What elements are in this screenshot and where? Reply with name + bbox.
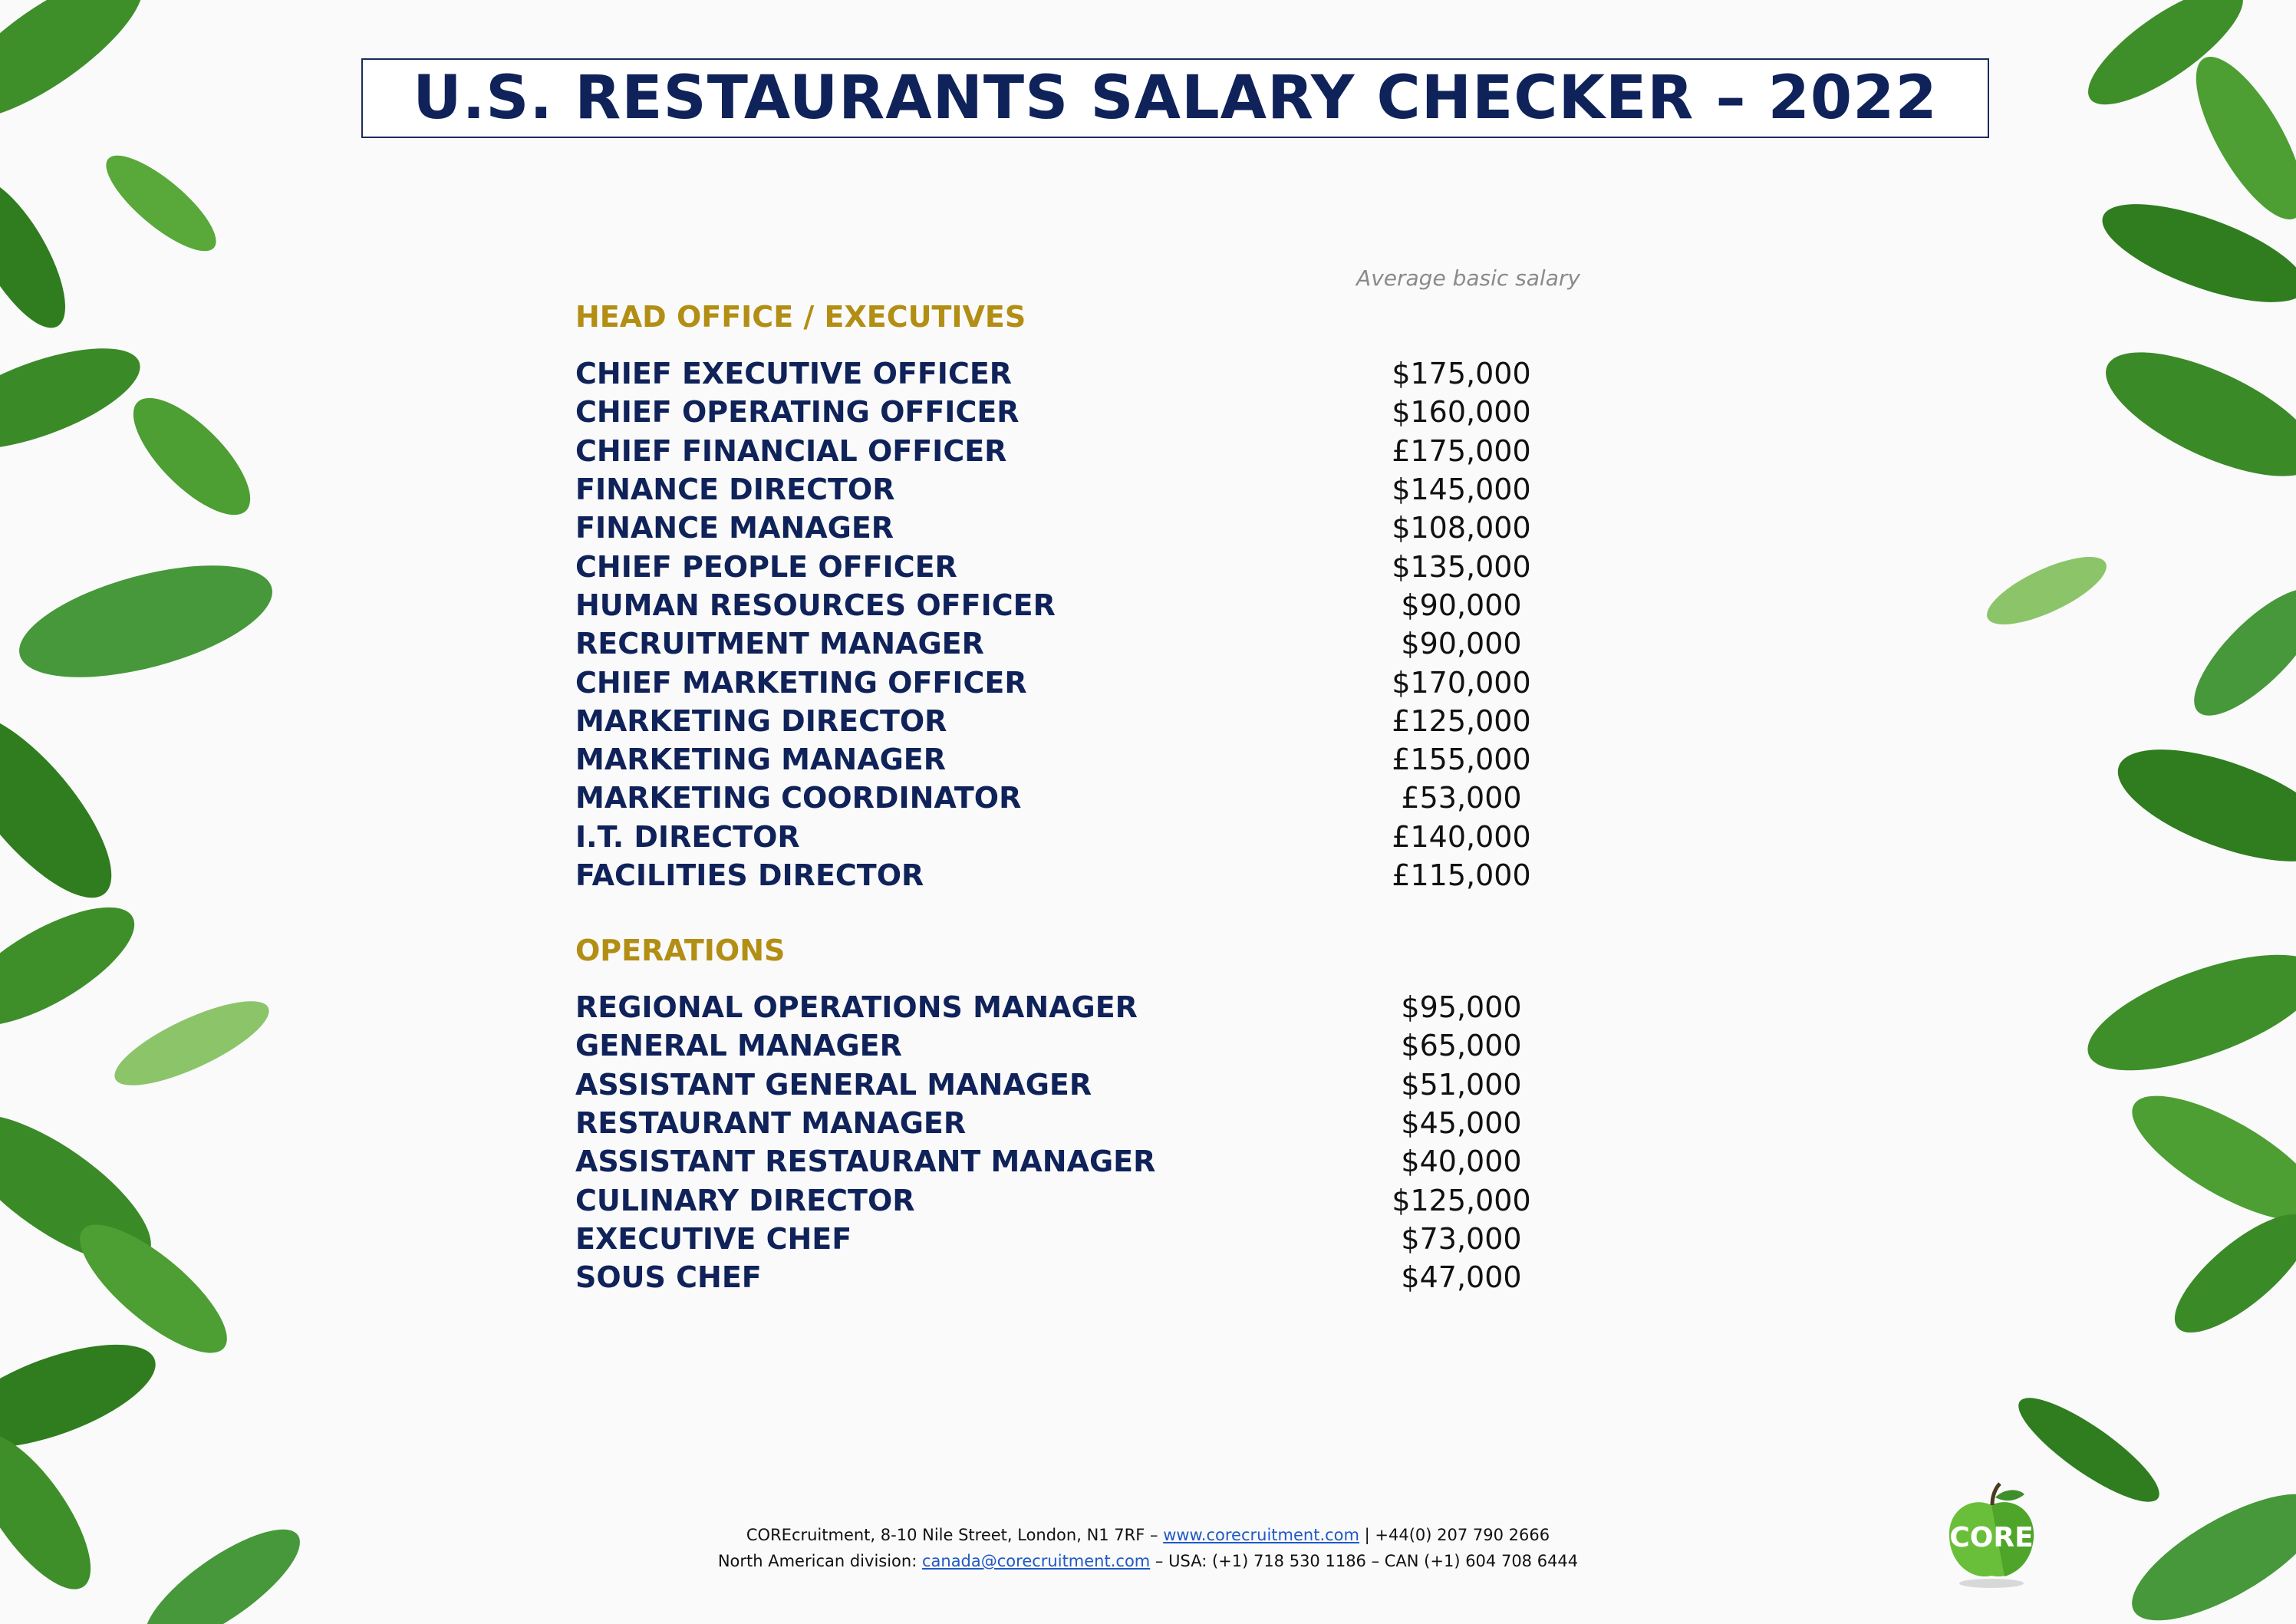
job-title: CHIEF OPERATING OFFICER [575,395,1020,430]
section-0 [575,298,1596,894]
salary-value: $170,000 [1392,665,1531,700]
job-title: ASSISTANT GENERAL MANAGER [575,1067,1092,1102]
footer-phone: | +44(0) 207 790 2666 [1359,1526,1550,1544]
job-title: GENERAL MANAGER [575,1029,902,1063]
core-apple-logo [1942,1482,2041,1589]
salary-value: $73,000 [1401,1221,1522,1256]
job-title: EXECUTIVE CHEF [575,1221,852,1256]
job-title: FACILITIES DIRECTOR [575,858,924,892]
salary-value: $90,000 [1401,627,1522,661]
table-row [575,856,1596,894]
salary-value: $65,000 [1401,1029,1522,1063]
table-row [575,470,1596,509]
table-row [575,1220,1596,1258]
salary-value: £155,000 [1392,743,1531,777]
footer-phones: – USA: (+1) 718 530 1186 – CAN (+1) 604 708 6444 [1150,1552,1579,1570]
salary-value: $108,000 [1392,511,1531,545]
salary-value: $175,000 [1392,357,1531,391]
job-title: CHIEF EXECUTIVE OFFICER [575,357,1013,391]
section-title: HEAD OFFICE / EXECUTIVES [575,300,1026,334]
table-row [575,779,1596,817]
table-row [575,393,1596,431]
footer-address: COREcruitment, 8-10 Nile Street, London, N1 7RF – [746,1526,1164,1544]
salary-value: £175,000 [1392,433,1531,468]
salary-value: $160,000 [1392,395,1531,430]
job-title: HUMAN RESOURCES OFFICER [575,588,1056,622]
leaf-icon [1978,0,2296,1624]
table-row [575,663,1596,701]
logo-text: CORE [1949,1522,2034,1553]
salary-value: $90,000 [1401,588,1522,622]
page-title: U.S. RESTAURANTS SALARY CHECKER – 2022 [413,64,1938,133]
footer-division: North American division: [717,1552,922,1570]
table-row [575,1258,1596,1296]
table-row [575,547,1596,585]
table-row [575,1181,1596,1219]
job-title: CULINARY DIRECTOR [575,1183,915,1217]
table-row [575,740,1596,779]
table-row [575,354,1596,393]
salary-value: $135,000 [1392,549,1531,584]
table-row [575,624,1596,663]
table-row [575,1026,1596,1065]
table-row [575,1104,1596,1142]
job-title: SOUS CHEF [575,1260,762,1295]
leaves-right-decoration [1974,0,2296,1624]
table-row [575,432,1596,470]
salary-value: £53,000 [1401,781,1522,815]
table-row [575,818,1596,856]
job-title: FINANCE DIRECTOR [575,473,895,507]
salary-value: £115,000 [1392,858,1531,892]
job-title: REGIONAL OPERATIONS MANAGER [575,990,1138,1025]
salary-value: $145,000 [1392,473,1531,507]
column-header: Average basic salary [1356,265,1580,291]
table-row [575,988,1596,1026]
job-title: CHIEF MARKETING OFFICER [575,665,1027,700]
table-row [575,586,1596,624]
job-title: ASSISTANT RESTAURANT MANAGER [575,1145,1156,1179]
salary-value: $51,000 [1401,1067,1522,1102]
website-link[interactable]: www.corecruitment.com [1163,1526,1359,1544]
table-row [575,1142,1596,1181]
salary-value: £140,000 [1392,819,1531,854]
title-box [361,58,1989,138]
salary-value: $47,000 [1401,1260,1522,1295]
job-title: MARKETING DIRECTOR [575,703,947,738]
job-title: MARKETING MANAGER [575,743,947,777]
job-title: MARKETING COORDINATOR [575,781,1022,815]
salary-value: $45,000 [1401,1106,1522,1141]
table-row [575,1066,1596,1104]
job-title: FINANCE MANAGER [575,511,894,545]
section-1 [575,931,1596,1296]
job-title: CHIEF PEOPLE OFFICER [575,549,957,584]
salary-value: £125,000 [1392,703,1531,738]
leaves-left-decoration [0,0,322,1624]
salary-value: $40,000 [1401,1145,1522,1179]
job-title: I.T. DIRECTOR [575,819,800,854]
salary-value: $125,000 [1392,1183,1531,1217]
salary-value: $95,000 [1401,990,1522,1025]
table-row [575,509,1596,547]
job-title: RESTAURANT MANAGER [575,1106,967,1141]
table-row [575,702,1596,740]
email-link[interactable]: canada@corecruitment.com [921,1552,1151,1570]
job-title: CHIEF FINANCIAL OFFICER [575,433,1007,468]
job-title: RECRUITMENT MANAGER [575,627,984,661]
leaf-icon [0,0,315,1624]
section-title: OPERATIONS [575,934,786,967]
